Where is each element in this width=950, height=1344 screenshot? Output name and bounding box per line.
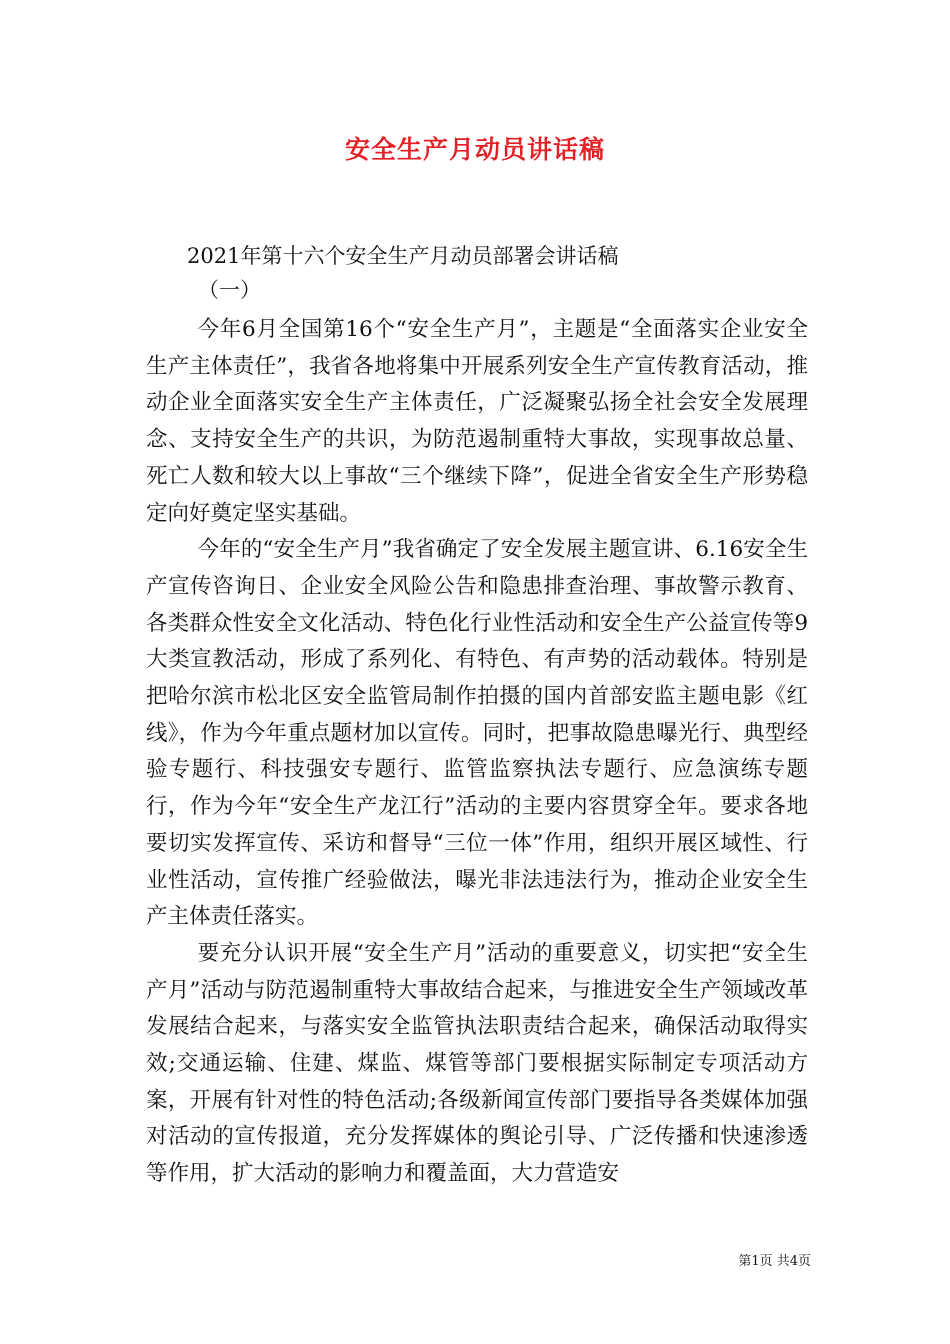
document-body	[146, 312, 808, 1193]
paragraph-3: 要充分认识开展“安全生产月”活动的重要意义，切实把“安全生产月”活动与防范遏制重特大事故结合起来，与推进安全生产领域改革发展结合起来，与落实安全监管执法职责结合起来，确保活动取得实效;交通运输、住建、煤监、煤管等部门要根据实际制定专项活动方案，开展有针对性的特色活动;各级新闻宣传部门要指导各类媒体加强对活动的宣传报道，充分发挥媒体的舆论引导、广泛传播和快速渗透等作用，扩大活动的影响力和覆盖面，大力营造安	[146, 940, 808, 1187]
paragraph-1: 今年6月全国第16个“安全生产月”，主题是“全面落实企业安全生产主体责任”，我省各地将集中开展系列安全生产宣传教育活动，推动企业全面落实安全生产主体责任，广泛凝聚弘扬全社会安全发展理念、支持安全生产的共识，为防范遏制重特大事故，实现事故总量、死亡人数和较大以上事故“三个继续下降”，促进全省安全生产形势稳定向好奠定坚实基础。	[146, 317, 808, 526]
section-marker: （一）	[198, 278, 261, 302]
paragraph-2: 今年的“安全生产月”我省确定了安全发展主题宣讲、6.16安全生产宣传咨询日、企业安全风险公告和隐患排查治理、事故警示教育、各类群众性安全文化活动、特色化行业性活动和安全生产公益宣传等9大类宣教活动，形成了系列化、有特色、有声势的活动载体。特别是把哈尔滨市松北区安全监管局制作拍摄的国内首部安监主题电影《红线》，作为今年重点题材加以宣传。同时，把事故隐患曝光行、典型经验专题行、科技强安专题行、监管监察执法专题行、应急演练专题行，作为今年“安全生产龙江行”活动的主要内容贯穿全年。要求各地要切实发挥宣传、采访和督导“三位一体”作用，组织开展区域性、行业性活动，宣传推广经验做法，曝光非法违法行为，推动企业安全生产主体责任落实。	[146, 537, 808, 930]
document-title: 安全生产月动员讲话稿	[344, 135, 605, 164]
page-number-footer: 第1页 共4页	[738, 1254, 811, 1269]
document-subtitle: 2021年第十六个安全生产月动员部署会讲话稿	[187, 244, 619, 268]
